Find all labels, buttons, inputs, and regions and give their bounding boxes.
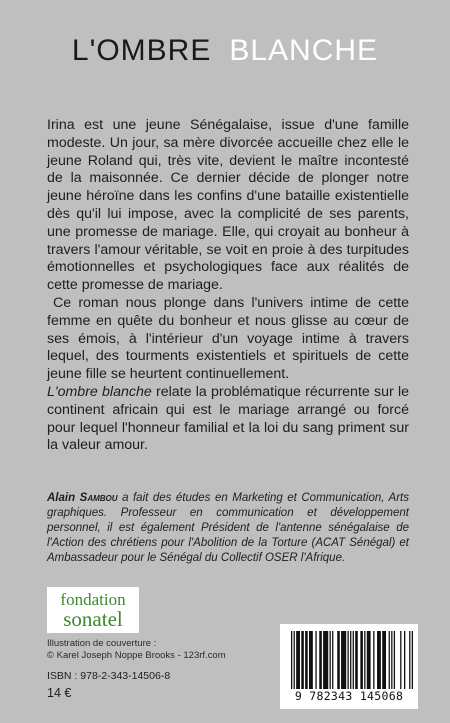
- barcode-bar: [341, 631, 346, 689]
- summary-paragraph-1: Irina est une jeune Sénégalaise, issue d'une famille modeste. Un jour, sa mère divorcée accueille chez elle le jeune Roland qui, très vite, devient le maître incontesté de la maisonnée. Ce dernier décide de plonger notre jeune héroïne dans les confins d'une bataille existentielle dès qu'il lui impose, avec la complicité de ses parents, une promesse de mariage. Elle, qui croyait au bonheur à travers l'amour véritable, se voit en proie à des turpitudes émotionnelles et psychologiques face aux réalités de cette promesse de mariage.: [47, 117, 409, 294]
- summary-paragraph-3-text: relate la problématique récurrente sur le continent africain qui est le mariage arrangé ou forcé pour lequel l'honneur familial et la loi du sang priment sur la valeur amour.: [47, 383, 409, 454]
- barcode-bar: [355, 631, 358, 689]
- author-first-name: Alain: [47, 492, 76, 504]
- barcode-bar: [323, 631, 328, 689]
- barcode-digits: 9 782343 145068: [294, 689, 404, 703]
- logo-line-2: sonatel: [63, 607, 123, 631]
- barcode-bar: [350, 631, 351, 689]
- author-bio-text: a fait des études en Marketing et Communication, Arts graphiques. Professeur en communication et développement personnel, il est également Président de l'antenne sénégalaise de l'Action des chrétiens pour l'Abolition de la Torture (ACAT Sénégal) et Ambassadeur pour le Sénégal du Collectif OSER l'Afrique.: [47, 492, 410, 564]
- price: 14 €: [47, 686, 72, 700]
- credits-line-1: Illustration de couverture :: [47, 638, 157, 649]
- barcode-bar: [291, 631, 292, 689]
- title-word-light: BLANCHE: [229, 34, 379, 67]
- barcode-bar: [382, 631, 386, 689]
- cover-credits: [47, 638, 267, 661]
- barcode-bar: [377, 631, 381, 689]
- barcode: [280, 624, 418, 709]
- barcode-bar: [315, 631, 316, 689]
- fondation-sonatel-logo: [47, 587, 139, 633]
- barcode-bar: [301, 631, 304, 689]
- barcode-bar: [389, 631, 390, 689]
- barcode-bar: [409, 631, 410, 689]
- barcode-bar: [294, 631, 295, 689]
- barcode-bar: [391, 631, 392, 689]
- barcode-bar: [332, 631, 333, 689]
- barcode-bar: [412, 631, 413, 689]
- book-title: [0, 34, 450, 68]
- barcode-bar: [348, 631, 349, 689]
- isbn: ISBN : 978-2-343-14506-8: [47, 670, 171, 682]
- author-surname: Sambou: [79, 492, 118, 504]
- barcode-bar: [367, 631, 371, 689]
- logo-line-1: fondation: [60, 590, 126, 609]
- summary-paragraph-2: Ce roman nous plonge dans l'univers intime de cette femme en quête du bonheur et nous glisse au cœur de ses émois, à l'intérieur d'un voyage intime à travers lequel, des tourments existentiels et spirituels de cette jeune fille se heurtent continuellement.: [47, 294, 409, 383]
- summary-paragraph-3: [47, 384, 409, 455]
- barcode-bar: [364, 631, 365, 689]
- book-summary: [47, 117, 409, 455]
- barcode-bar: [319, 631, 322, 689]
- barcode-bar: [309, 631, 313, 689]
- barcode-bar: [404, 631, 405, 689]
- barcode-bar: [305, 631, 308, 689]
- author-bio: [47, 491, 409, 566]
- barcode-bar: [400, 631, 401, 689]
- barcode-bar: [360, 631, 363, 689]
- barcode-bar: [373, 631, 374, 689]
- barcode-bar: [296, 631, 300, 689]
- barcode-bar: [353, 631, 354, 689]
- title-word-dark: L'OMBRE: [71, 34, 212, 67]
- barcode-bar: [330, 631, 331, 689]
- barcode-bar: [337, 631, 340, 689]
- summary-book-title: L'ombre blanche: [47, 383, 152, 400]
- author-name: [47, 492, 118, 504]
- barcode-bar: [394, 631, 395, 689]
- barcode-bars: [291, 631, 413, 689]
- credits-line-2: © Karel Joseph Noppe Brooks - 123rf.com: [47, 649, 226, 661]
